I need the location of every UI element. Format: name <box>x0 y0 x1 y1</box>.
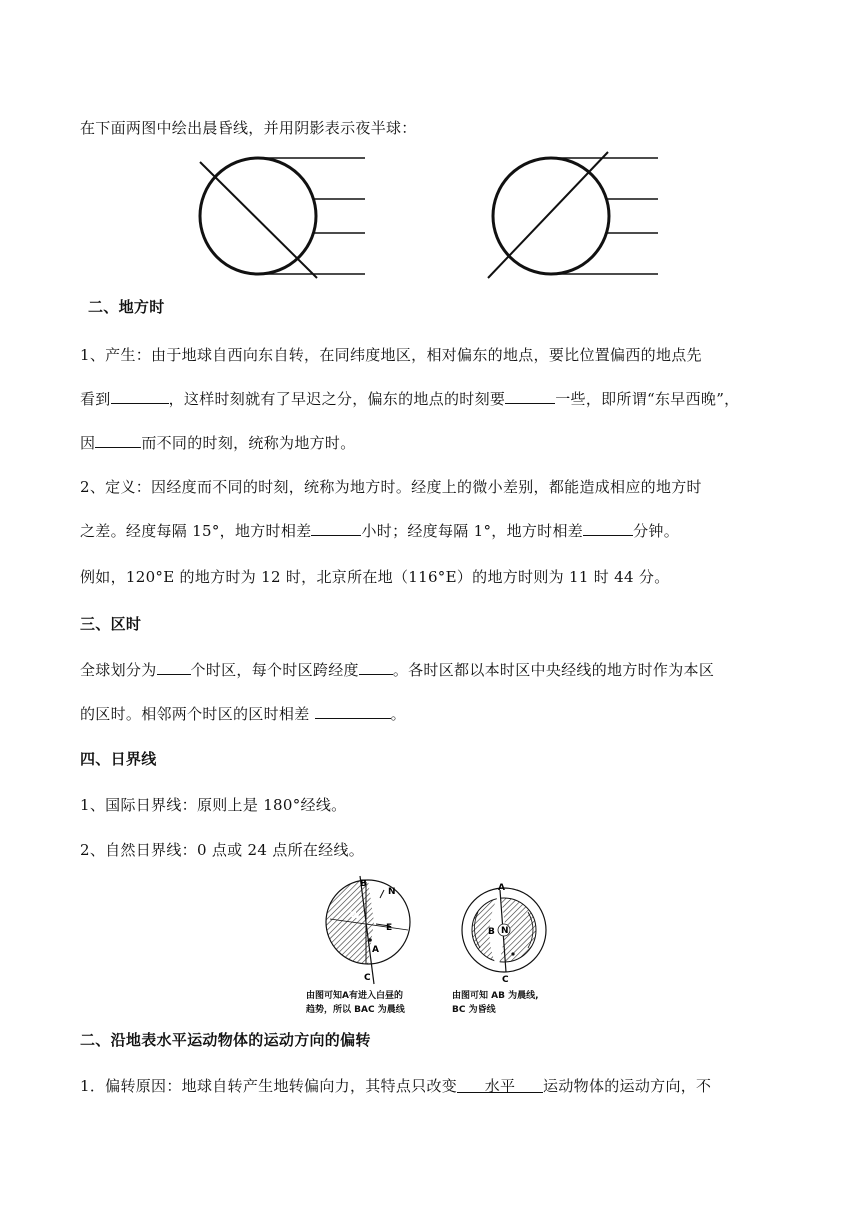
blank-zone-count[interactable] <box>157 660 191 675</box>
blank-earlier[interactable] <box>505 389 555 404</box>
globe-left <box>326 876 410 984</box>
label-A-right: A <box>498 883 505 893</box>
label-N-right: N <box>501 926 509 936</box>
text-segment: 1．偏转原因：地球自转产生地转偏向力，其特点只改变 <box>80 1077 458 1095</box>
text-segment: 小时；经度每隔 1°，地方时相差 <box>361 522 584 540</box>
globe-circle-right <box>493 158 609 274</box>
heading-zone-time: 三、区时 <box>80 615 142 633</box>
local-time-p2-line2 <box>80 521 679 541</box>
blank-zone-diff[interactable] <box>315 704 391 719</box>
text-segment: 的区时。相邻两个时区的区时相差 <box>80 705 315 723</box>
text-segment: 。 <box>390 705 406 723</box>
local-time-p2-line1: 2、定义：因经度而不同的时刻，统称为地方时。经度上的微小差别，都能造成相应的地方时 <box>80 478 702 496</box>
local-time-p1-line2 <box>80 389 739 409</box>
text-segment: 而不同的时刻，统称为地方时。 <box>141 434 356 452</box>
figure-caption-left-1: 由图可知A有进入白昼的 <box>306 991 403 1001</box>
heading-local-time: 二、地方时 <box>88 298 165 316</box>
label-B-right: B <box>488 927 495 937</box>
label-E-left: E <box>386 923 393 933</box>
blank-hours[interactable] <box>311 521 361 536</box>
deflection-line1 <box>80 1076 711 1096</box>
intro-text: 在下面两图中绘出晨昏线，并用阴影表示夜半球： <box>80 119 417 137</box>
heading-deflection: 二、沿地表水平运动物体的运动方向的偏转 <box>80 1031 371 1049</box>
blank-minutes[interactable] <box>583 521 633 536</box>
text-segment: 一些，即所谓“东早西晚”， <box>555 390 740 408</box>
blank-sunrise[interactable] <box>111 389 169 404</box>
terminator-diagram-right <box>483 150 673 282</box>
text-segment: 之差。经度每隔 15°，地方时相差 <box>80 522 312 540</box>
label-C-right: C <box>502 975 509 985</box>
zone-time-line1 <box>80 660 714 680</box>
label-B-left: B <box>360 879 367 889</box>
blank-horizontal[interactable]: 水平 <box>457 1078 543 1093</box>
local-time-p1-line3 <box>80 433 356 453</box>
figure-caption-right-1: 由图可知 AB 为晨线, <box>452 991 539 1001</box>
figure-caption-right-2: BC 为昏线 <box>452 1005 496 1015</box>
label-N-left: N <box>388 887 396 897</box>
figure-caption-left-2: 趋势，所以 BAC 为晨线 <box>306 1005 405 1015</box>
axis-line-left <box>200 162 317 278</box>
local-time-example: 例如，120°E 的地方时为 12 时，北京所在地（116°E）的地方时则为 11 时 44 分。 <box>80 568 670 586</box>
text-segment: 全球划分为 <box>80 661 157 679</box>
label-C-left: C <box>364 973 371 983</box>
globe-circle-left <box>200 158 316 274</box>
blank-longitude[interactable] <box>95 433 141 448</box>
text-segment: 个时区，每个时区跨经度 <box>190 661 359 679</box>
label-W-left: W <box>350 911 360 921</box>
text-segment: ，这样时刻就有了早迟之分，偏东的地点的时刻要 <box>168 390 506 408</box>
local-time-p1-line1: 1、产生：由于地球自西向东自转，在同纬度地区，相对偏东的地点，要比位置偏西的地点先 <box>80 346 702 364</box>
date-line-item2: 2、自然日界线：0 点或 24 点所在经线。 <box>80 841 365 859</box>
text-segment: 分钟。 <box>633 522 679 540</box>
label-A-left: A <box>372 945 379 955</box>
zone-time-line2 <box>80 704 406 724</box>
date-line-item1: 1、国际日界线：原则上是 180°经线。 <box>80 796 347 814</box>
text-segment: 因 <box>80 434 96 452</box>
text-segment: 。各时区都以本时区中央经线的地方时作为本区 <box>392 661 715 679</box>
text-segment: 看到 <box>80 390 111 408</box>
heading-date-line: 四、日界线 <box>80 750 157 768</box>
terminator-diagram-left <box>190 150 380 282</box>
blank-zone-width[interactable] <box>359 660 393 675</box>
text-segment: 运动物体的运动方向，不 <box>543 1077 712 1095</box>
